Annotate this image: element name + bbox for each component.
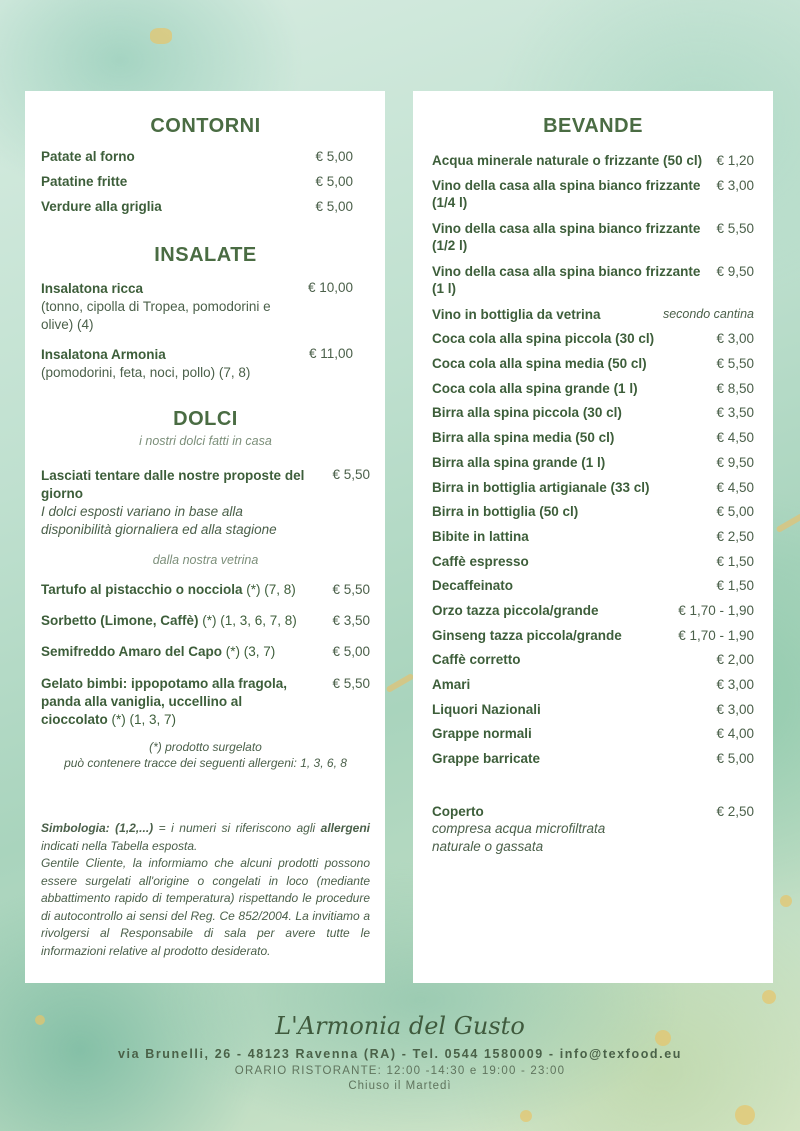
item-price: € 1,70 - 1,90 (678, 602, 754, 618)
menu-item (41, 613, 370, 644)
item-price: € 5,00 (716, 504, 754, 520)
item-name: Verdure alla griglia (41, 199, 162, 214)
menu-item (432, 627, 754, 652)
dolci-notes (41, 740, 370, 770)
menu-item (432, 750, 754, 775)
menu-item (432, 651, 754, 676)
restaurant-address: via Brunelli, 26 - 48123 Ravenna (RA) - Tel. 0544 1580009 - info@texfood.eu (117, 1047, 683, 1061)
bevande-list (432, 152, 754, 775)
item-name: Vino in bottiglia da vetrina (432, 306, 601, 322)
menu-item (432, 380, 754, 405)
contorni-list (41, 149, 370, 224)
closing-day: Chiuso il Martedì (348, 1080, 452, 1092)
item-name: Amari (432, 677, 471, 692)
item-name: Birra in bottiglia (50 cl) (432, 504, 579, 520)
item-name: Ginseng tazza piccola/grande (432, 627, 622, 643)
section-title-insalate: INSALATE (154, 244, 257, 266)
right-menu-panel (413, 91, 773, 983)
item-price: € 5,50 (332, 676, 370, 691)
menu-item (432, 804, 754, 819)
item-name: Bibite in lattina (432, 528, 529, 544)
item-name: Coca cola alla spina grande (1 l) (432, 380, 638, 396)
section-title-dolci: DOLCI (173, 408, 238, 430)
menu-item (432, 306, 754, 331)
gold-fleck (762, 990, 776, 1004)
item-price: € 1,50 (716, 553, 754, 569)
section-subtitle-dolci: i nostri dolci fatti in casa (139, 434, 272, 448)
item-name: Grappe barricate (432, 751, 541, 767)
item-name: Birra alla spina piccola (30 cl) (432, 405, 622, 421)
item-name: Vino della casa alla spina bianco frizzante (1/2 l) (432, 220, 701, 254)
item-price: € 1,20 (716, 153, 754, 168)
insalata-item-armonia (41, 346, 370, 382)
item-name: Liquori Nazionali (432, 701, 541, 717)
item-price: € 3,00 (716, 701, 754, 717)
dolci-featured (41, 467, 370, 539)
item-price: € 5,50 (332, 467, 370, 482)
menu-item (432, 152, 754, 177)
gold-streak (776, 513, 800, 533)
item-description: I dolci esposti variano in base alla disponibilità giornaliera ed alla stagione (41, 504, 277, 537)
item-price: € 5,00 (332, 644, 370, 659)
gold-fleck (150, 28, 172, 44)
item-name: Tartufo al pistacchio o nocciola (*) (7, 8) (41, 582, 296, 597)
item-name: Insalatona Armonia (41, 347, 166, 362)
menu-item (432, 404, 754, 429)
menu-item (41, 346, 370, 382)
menu-item (432, 602, 754, 627)
item-description: (pomodorini, feta, noci, pollo) (7, 8) (41, 365, 251, 380)
menu-item (432, 676, 754, 701)
item-name: Vino della casa alla spina bianco frizzante (1/4 l) (432, 177, 701, 211)
menu-item (432, 553, 754, 578)
menu-item (432, 429, 754, 454)
menu-item (41, 675, 370, 729)
item-price: € 4,50 (716, 479, 754, 495)
menu-item (432, 220, 754, 263)
item-name: Birra in bottiglia artigianale (33 cl) (432, 479, 650, 495)
item-price: € 1,50 (716, 578, 754, 594)
allergen-note: può contenere tracce dei seguenti allergeni: 1, 3, 6, 8 (64, 756, 347, 770)
bevande-section (432, 115, 754, 138)
gold-fleck (735, 1105, 755, 1125)
item-name: Acqua minerale naturale o frizzante (50 cl) (432, 153, 703, 168)
item-price: € 10,00 (307, 280, 353, 295)
menu-item (432, 330, 754, 355)
item-price: € 3,00 (716, 677, 754, 692)
menu-item (432, 177, 754, 220)
surgelato-note: (*) prodotto surgelato (149, 740, 262, 754)
menu-item (432, 577, 754, 602)
gold-streak (386, 673, 415, 693)
item-name: Lasciati tentare dalle nostre proposte del giorno (41, 468, 305, 501)
item-name: Insalatona ricca (41, 281, 144, 296)
item-price: € 3,00 (716, 177, 754, 193)
legal-notice (41, 820, 370, 960)
item-name: Caffè espresso (432, 553, 529, 569)
item-price: € 4,00 (716, 726, 754, 742)
item-price: € 5,00 (315, 174, 353, 189)
vetrina-label: dalla nostra vetrina (152, 553, 259, 567)
menu-item (41, 582, 370, 613)
section-title-bevande: BEVANDE (543, 115, 643, 137)
item-price: € 2,00 (716, 652, 754, 668)
item-price: € 5,50 (716, 356, 754, 372)
menu-item (432, 701, 754, 726)
item-name: Semifreddo Amaro del Capo (*) (3, 7) (41, 644, 276, 659)
item-price: € 3,00 (716, 331, 754, 347)
item-price: € 9,50 (716, 454, 754, 470)
item-description: (tonno, cipolla di Tropea, pomodorini e olive) (4) (41, 299, 271, 332)
gold-fleck (780, 895, 792, 907)
item-name: Birra alla spina media (50 cl) (432, 430, 615, 446)
item-price: € 2,50 (716, 804, 754, 819)
item-price: € 5,50 (716, 220, 754, 236)
coperto-block (432, 804, 754, 856)
item-name: Patatine fritte (41, 174, 128, 189)
dolci-section (41, 408, 370, 448)
item-price: € 5,50 (332, 582, 370, 597)
menu-item (432, 503, 754, 528)
menu-item (432, 725, 754, 750)
item-name: Patate al forno (41, 149, 135, 164)
legal-text: Simbologia: (1,2,...) = i numeri si riferiscono agli allergeni indicati nella Tabella esposta. Gentile Cliente, la informiamo che alcuni prodotti possono essere surgelati all'origine o congelati in loco (mediante abbattimento rapido di temperatura) rispettando le procedure di autocontrollo ai sensi del Reg. Ce 852/2004. La invitiamo a rivolgersi al Responsabile di sala per avere tutte le informazioni relative al prodotto desiderato. (41, 821, 371, 958)
menu-item (41, 280, 370, 334)
menu-item (41, 199, 370, 224)
menu-item (432, 263, 754, 306)
item-name: Orzo tazza piccola/grande (432, 602, 599, 618)
gold-fleck (520, 1110, 532, 1122)
menu-item (432, 528, 754, 553)
contorni-section (41, 115, 370, 138)
item-name: Coperto (432, 804, 484, 819)
item-name: Decaffeinato (432, 578, 514, 594)
menu-item (432, 479, 754, 504)
item-price: € 5,00 (716, 751, 754, 767)
item-name: Grappe normali (432, 726, 532, 742)
menu-item (432, 355, 754, 380)
item-price: € 1,70 - 1,90 (678, 627, 754, 643)
item-name: Coca cola alla spina piccola (30 cl) (432, 331, 655, 347)
section-title-contorni: CONTORNI (150, 115, 261, 137)
menu-item (41, 149, 370, 174)
item-price: € 5,00 (315, 149, 353, 164)
restaurant-logo: L'Armonia del Gusto (275, 1012, 525, 1040)
item-price: € 3,50 (332, 613, 370, 628)
item-price: € 5,00 (315, 199, 353, 214)
item-name: Sorbetto (Limone, Caffè) (*) (1, 3, 6, 7, 8) (41, 613, 297, 628)
item-name: Vino della casa alla spina bianco frizzante (1 l) (432, 263, 701, 297)
coperto-description: compresa acqua microfiltrata naturale o gassata (432, 821, 606, 854)
opening-hours: ORARIO RISTORANTE: 12:00 -14:30 e 19:00 - 23:00 (234, 1065, 566, 1077)
menu-item (41, 174, 370, 199)
item-price: € 9,50 (716, 263, 754, 279)
item-price: € 2,50 (716, 528, 754, 544)
item-price: € 11,00 (308, 346, 353, 361)
item-price: € 8,50 (716, 380, 754, 396)
item-price: € 4,50 (716, 430, 754, 446)
dolci-list (41, 582, 370, 729)
menu-item (41, 644, 370, 675)
item-price: secondo cantina (662, 306, 754, 321)
menu-item (41, 467, 370, 539)
menu-item (432, 454, 754, 479)
left-menu-panel (25, 91, 385, 983)
item-name: Caffè corretto (432, 652, 521, 668)
item-price: € 3,50 (716, 405, 754, 421)
vetrina-label-block (41, 553, 370, 567)
item-name: Gelato bimbi: ippopotamo alla fragola, panda alla vaniglia, uccellino al cioccolato (*) (1, 3, 7) (41, 676, 288, 727)
insalata-item-ricca (41, 280, 370, 334)
insalate-section (41, 244, 370, 267)
item-name: Coca cola alla spina media (50 cl) (432, 356, 647, 372)
item-name: Birra alla spina grande (1 l) (432, 454, 606, 470)
